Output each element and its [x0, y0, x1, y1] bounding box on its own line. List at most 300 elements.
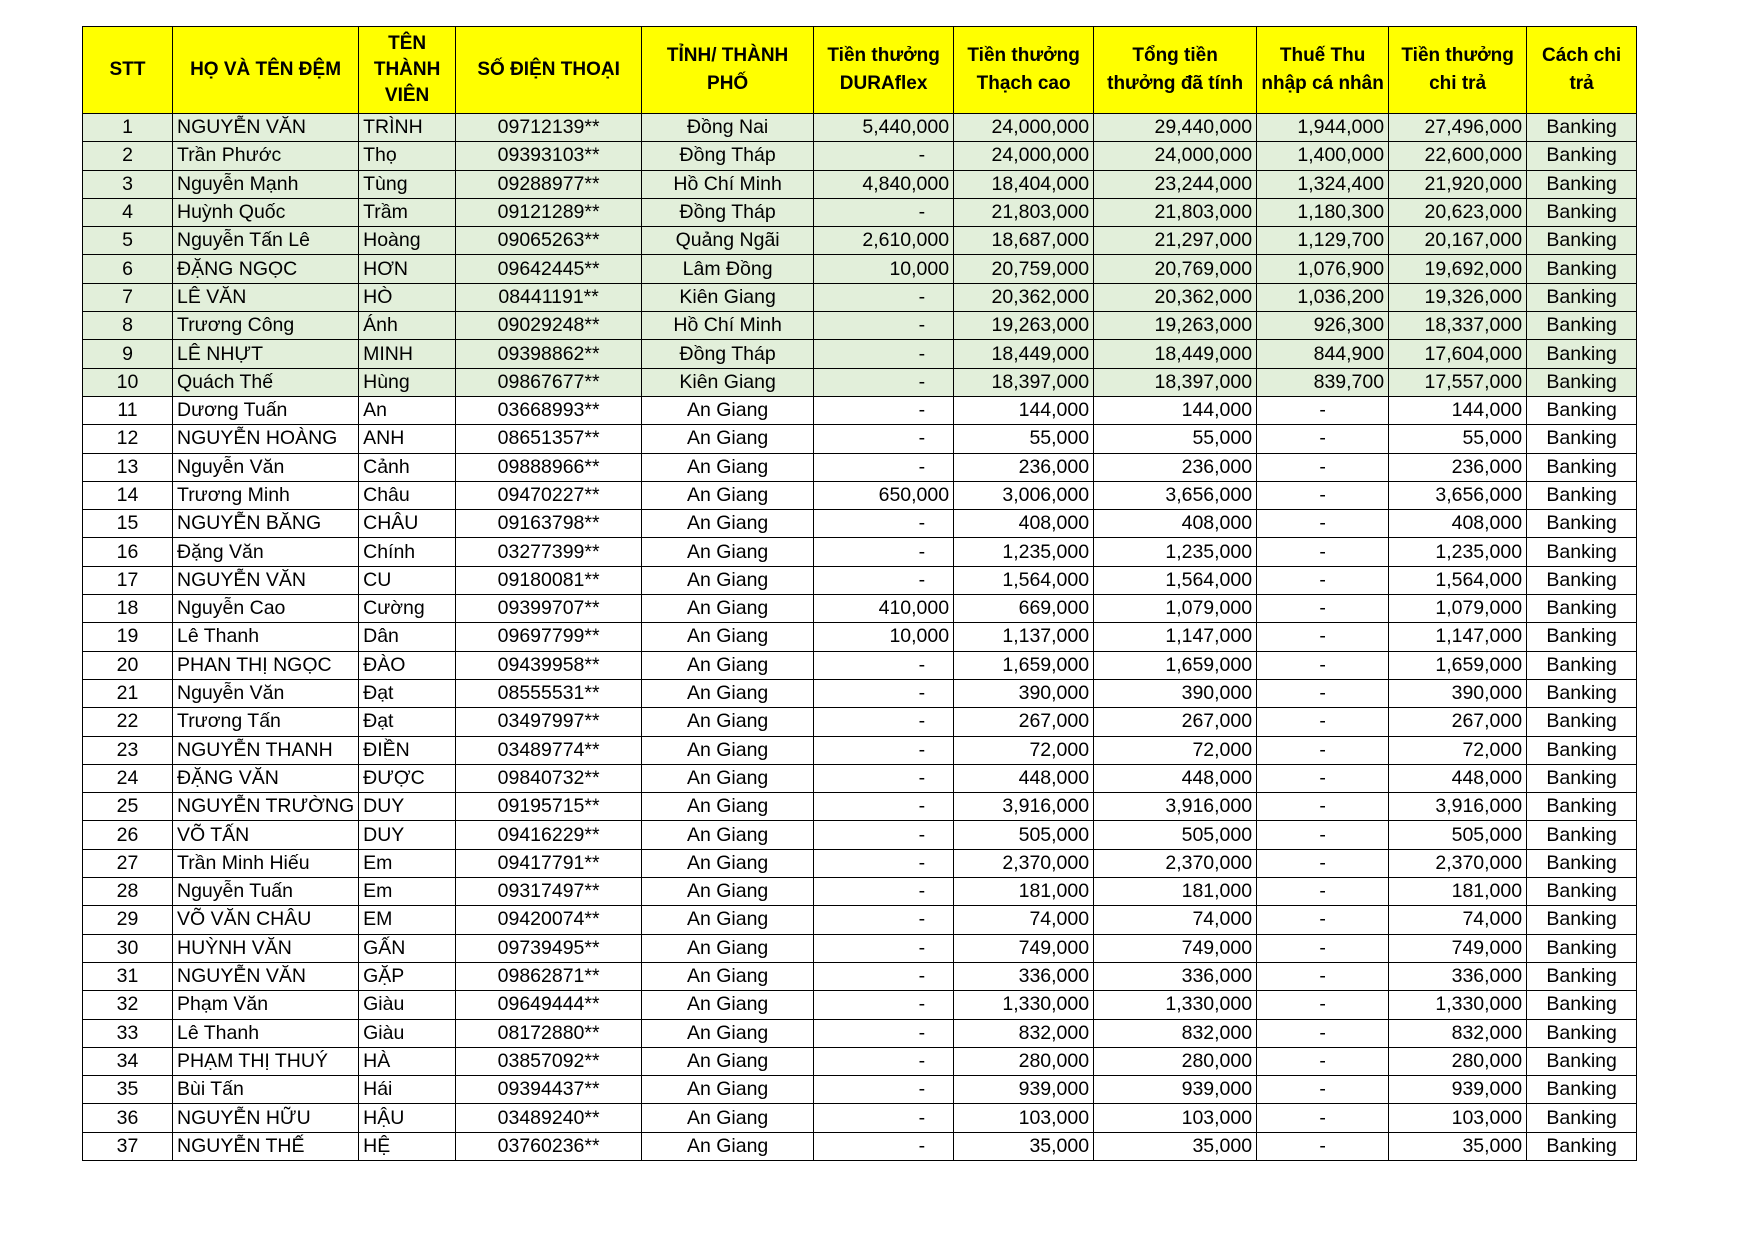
table-row — [83, 255, 1637, 283]
duraflex-cell: 410,000 — [814, 595, 954, 623]
thach-cao-cell: 1,137,000 — [954, 623, 1094, 651]
chi-tra-cell: 505,000 — [1389, 821, 1527, 849]
ten-thanh-vien-cell: Trầm — [359, 198, 456, 226]
table-row — [83, 708, 1637, 736]
thue-cell: - — [1257, 538, 1389, 566]
table-row — [83, 651, 1637, 679]
table-row — [83, 764, 1637, 792]
thue-cell: - — [1257, 425, 1389, 453]
stt-cell: 19 — [83, 623, 173, 651]
tinh-thanh-pho-cell: An Giang — [642, 425, 814, 453]
ho-ten-dem-cell: Trần Phước — [173, 142, 359, 170]
tinh-thanh-pho-cell: Hồ Chí Minh — [642, 312, 814, 340]
ho-ten-dem-cell: NGUYỄN VĂN — [173, 962, 359, 990]
so-dien-thoai-cell: 09439958** — [456, 651, 642, 679]
thue-cell: - — [1257, 764, 1389, 792]
thach-cao-cell: 280,000 — [954, 1047, 1094, 1075]
ho-ten-dem-cell: Đặng Văn — [173, 538, 359, 566]
tong-tien-cell: 21,803,000 — [1094, 198, 1257, 226]
tong-tien-cell: 74,000 — [1094, 906, 1257, 934]
duraflex-cell: - — [814, 312, 954, 340]
cach-chi-tra-cell: Banking — [1527, 679, 1637, 707]
tinh-thanh-pho-cell: An Giang — [642, 962, 814, 990]
ho-ten-dem-cell: ĐẶNG VĂN — [173, 764, 359, 792]
ho-ten-dem-cell: Trương Minh — [173, 481, 359, 509]
duraflex-cell: 5,440,000 — [814, 114, 954, 142]
cach-chi-tra-cell: Banking — [1527, 764, 1637, 792]
ten-thanh-vien-cell: Châu — [359, 481, 456, 509]
thach-cao-cell: 669,000 — [954, 595, 1094, 623]
so-dien-thoai-cell: 09288977** — [456, 170, 642, 198]
tong-tien-cell: 505,000 — [1094, 821, 1257, 849]
tong-tien-cell: 144,000 — [1094, 396, 1257, 424]
stt-cell: 3 — [83, 170, 173, 198]
stt-cell: 8 — [83, 312, 173, 340]
chi-tra-cell: 18,337,000 — [1389, 312, 1527, 340]
tinh-thanh-pho-cell: An Giang — [642, 510, 814, 538]
stt-cell: 34 — [83, 1047, 173, 1075]
so-dien-thoai-cell: 09398862** — [456, 340, 642, 368]
ho-ten-dem-cell: Nguyễn Tuấn — [173, 878, 359, 906]
tinh-thanh-pho-cell: An Giang — [642, 708, 814, 736]
thue-cell: 1,324,400 — [1257, 170, 1389, 198]
table-row — [83, 1047, 1637, 1075]
chi-tra-cell: 1,564,000 — [1389, 566, 1527, 594]
so-dien-thoai-cell: 03668993** — [456, 396, 642, 424]
ho-ten-dem-cell: VÕ TẤN — [173, 821, 359, 849]
stt-cell: 37 — [83, 1132, 173, 1160]
cach-chi-tra-cell: Banking — [1527, 651, 1637, 679]
chi-tra-cell: 20,623,000 — [1389, 198, 1527, 226]
ho-ten-dem-cell: LÊ NHỰT — [173, 340, 359, 368]
ho-ten-dem-cell: NGUYỄN TRƯỜNG — [173, 793, 359, 821]
tinh-thanh-pho-cell: Đồng Tháp — [642, 198, 814, 226]
so-dien-thoai-cell: 09840732** — [456, 764, 642, 792]
stt-cell: 22 — [83, 708, 173, 736]
cach-chi-tra-cell: Banking — [1527, 283, 1637, 311]
cach-chi-tra-cell: Banking — [1527, 425, 1637, 453]
cach-chi-tra-cell: Banking — [1527, 623, 1637, 651]
tong-tien-cell: 18,397,000 — [1094, 368, 1257, 396]
duraflex-cell: - — [814, 142, 954, 170]
stt-cell: 1 — [83, 114, 173, 142]
tong-tien-cell: 20,362,000 — [1094, 283, 1257, 311]
cach-chi-tra-cell: Banking — [1527, 114, 1637, 142]
stt-cell: 12 — [83, 425, 173, 453]
ten-thanh-vien-cell: ĐIỀN — [359, 736, 456, 764]
tong-tien-cell: 1,564,000 — [1094, 566, 1257, 594]
chi-tra-cell: 19,692,000 — [1389, 255, 1527, 283]
cach-chi-tra-cell: Banking — [1527, 142, 1637, 170]
thue-cell: - — [1257, 396, 1389, 424]
tong-tien-cell: 267,000 — [1094, 708, 1257, 736]
cach-chi-tra-cell: Banking — [1527, 1132, 1637, 1160]
table-row — [83, 453, 1637, 481]
tong-tien-cell: 280,000 — [1094, 1047, 1257, 1075]
ho-ten-dem-cell: NGUYỄN BĂNG — [173, 510, 359, 538]
chi-tra-cell: 21,920,000 — [1389, 170, 1527, 198]
tong-tien-cell: 18,449,000 — [1094, 340, 1257, 368]
ten-thanh-vien-cell: HƠN — [359, 255, 456, 283]
thue-cell: - — [1257, 991, 1389, 1019]
ho-ten-dem-cell: NGUYỄN VĂN — [173, 114, 359, 142]
ho-ten-dem-cell: Phạm Văn — [173, 991, 359, 1019]
thue-cell: 839,700 — [1257, 368, 1389, 396]
chi-tra-cell: 939,000 — [1389, 1076, 1527, 1104]
table-row — [83, 736, 1637, 764]
stt-cell: 4 — [83, 198, 173, 226]
thach-cao-cell: 18,404,000 — [954, 170, 1094, 198]
so-dien-thoai-cell: 09888966** — [456, 453, 642, 481]
cach-chi-tra-cell: Banking — [1527, 1047, 1637, 1075]
thach-cao-cell: 181,000 — [954, 878, 1094, 906]
thach-cao-cell: 236,000 — [954, 453, 1094, 481]
bonus-payment-table — [82, 26, 1637, 1161]
table-row — [83, 283, 1637, 311]
stt-cell: 26 — [83, 821, 173, 849]
thach-cao-cell: 267,000 — [954, 708, 1094, 736]
cach-chi-tra-cell: Banking — [1527, 962, 1637, 990]
ten-thanh-vien-cell: Ánh — [359, 312, 456, 340]
tong-tien-cell: 939,000 — [1094, 1076, 1257, 1104]
thue-cell: 1,076,900 — [1257, 255, 1389, 283]
so-dien-thoai-cell: 03489774** — [456, 736, 642, 764]
duraflex-cell: 4,840,000 — [814, 170, 954, 198]
chi-tra-cell: 448,000 — [1389, 764, 1527, 792]
cach-chi-tra-cell: Banking — [1527, 396, 1637, 424]
ten-thanh-vien-cell: EM — [359, 906, 456, 934]
ho-ten-dem-cell: NGUYỄN THẾ — [173, 1132, 359, 1160]
tinh-thanh-pho-cell: An Giang — [642, 934, 814, 962]
duraflex-cell: - — [814, 453, 954, 481]
table-row — [83, 340, 1637, 368]
stt-cell: 15 — [83, 510, 173, 538]
table-row — [83, 906, 1637, 934]
thach-cao-cell: 72,000 — [954, 736, 1094, 764]
so-dien-thoai-cell: 09697799** — [456, 623, 642, 651]
tong-tien-cell: 448,000 — [1094, 764, 1257, 792]
ten-thanh-vien-cell: Thọ — [359, 142, 456, 170]
tong-tien-cell: 19,263,000 — [1094, 312, 1257, 340]
thach-cao-cell: 19,263,000 — [954, 312, 1094, 340]
tong-tien-cell: 103,000 — [1094, 1104, 1257, 1132]
cach-chi-tra-cell: Banking — [1527, 1019, 1637, 1047]
thach-cao-cell: 24,000,000 — [954, 114, 1094, 142]
header-tien-thuong-chi-tra: Tiền thưởng chi trả — [1389, 27, 1527, 114]
ten-thanh-vien-cell: HẬU — [359, 1104, 456, 1132]
cach-chi-tra-cell: Banking — [1527, 1076, 1637, 1104]
so-dien-thoai-cell: 09399707** — [456, 595, 642, 623]
ten-thanh-vien-cell: Dân — [359, 623, 456, 651]
so-dien-thoai-cell: 09867677** — [456, 368, 642, 396]
chi-tra-cell: 181,000 — [1389, 878, 1527, 906]
chi-tra-cell: 408,000 — [1389, 510, 1527, 538]
thue-cell: - — [1257, 1076, 1389, 1104]
chi-tra-cell: 267,000 — [1389, 708, 1527, 736]
chi-tra-cell: 3,656,000 — [1389, 481, 1527, 509]
ho-ten-dem-cell: Nguyễn Văn — [173, 679, 359, 707]
ten-thanh-vien-cell: Giàu — [359, 1019, 456, 1047]
table-row — [83, 849, 1637, 877]
duraflex-cell: - — [814, 1132, 954, 1160]
tong-tien-cell: 1,235,000 — [1094, 538, 1257, 566]
table-row — [83, 538, 1637, 566]
so-dien-thoai-cell: 09121289** — [456, 198, 642, 226]
duraflex-cell: - — [814, 425, 954, 453]
chi-tra-cell: 55,000 — [1389, 425, 1527, 453]
so-dien-thoai-cell: 09065263** — [456, 227, 642, 255]
stt-cell: 35 — [83, 1076, 173, 1104]
stt-cell: 31 — [83, 962, 173, 990]
thach-cao-cell: 390,000 — [954, 679, 1094, 707]
thue-cell: - — [1257, 1132, 1389, 1160]
header-ten-thanh-vien: TÊN THÀNH VIÊN — [359, 27, 456, 114]
tong-tien-cell: 35,000 — [1094, 1132, 1257, 1160]
ho-ten-dem-cell: HUỲNH VĂN — [173, 934, 359, 962]
ho-ten-dem-cell: Nguyễn Cao — [173, 595, 359, 623]
stt-cell: 11 — [83, 396, 173, 424]
ten-thanh-vien-cell: CU — [359, 566, 456, 594]
duraflex-cell: 10,000 — [814, 255, 954, 283]
ten-thanh-vien-cell: Em — [359, 878, 456, 906]
thach-cao-cell: 103,000 — [954, 1104, 1094, 1132]
table-row — [83, 396, 1637, 424]
so-dien-thoai-cell: 03277399** — [456, 538, 642, 566]
stt-cell: 28 — [83, 878, 173, 906]
so-dien-thoai-cell: 09416229** — [456, 821, 642, 849]
duraflex-cell: - — [814, 510, 954, 538]
duraflex-cell: - — [814, 991, 954, 1019]
thue-cell: - — [1257, 878, 1389, 906]
table-row — [83, 510, 1637, 538]
thach-cao-cell: 408,000 — [954, 510, 1094, 538]
cach-chi-tra-cell: Banking — [1527, 793, 1637, 821]
ten-thanh-vien-cell: Tùng — [359, 170, 456, 198]
tinh-thanh-pho-cell: Kiên Giang — [642, 283, 814, 311]
cach-chi-tra-cell: Banking — [1527, 198, 1637, 226]
table-row — [83, 991, 1637, 1019]
table-row — [83, 1104, 1637, 1132]
tong-tien-cell: 749,000 — [1094, 934, 1257, 962]
duraflex-cell: - — [814, 878, 954, 906]
tong-tien-cell: 1,659,000 — [1094, 651, 1257, 679]
tong-tien-cell: 390,000 — [1094, 679, 1257, 707]
ten-thanh-vien-cell: TRÌNH — [359, 114, 456, 142]
thue-cell: - — [1257, 962, 1389, 990]
duraflex-cell: - — [814, 396, 954, 424]
cach-chi-tra-cell: Banking — [1527, 906, 1637, 934]
stt-cell: 29 — [83, 906, 173, 934]
thue-cell: - — [1257, 595, 1389, 623]
thue-cell: - — [1257, 1019, 1389, 1047]
chi-tra-cell: 19,326,000 — [1389, 283, 1527, 311]
tinh-thanh-pho-cell: An Giang — [642, 991, 814, 1019]
tong-tien-cell: 1,079,000 — [1094, 595, 1257, 623]
so-dien-thoai-cell: 09712139** — [456, 114, 642, 142]
tong-tien-cell: 24,000,000 — [1094, 142, 1257, 170]
tinh-thanh-pho-cell: An Giang — [642, 481, 814, 509]
tinh-thanh-pho-cell: Đồng Tháp — [642, 142, 814, 170]
chi-tra-cell: 832,000 — [1389, 1019, 1527, 1047]
tong-tien-cell: 1,330,000 — [1094, 991, 1257, 1019]
so-dien-thoai-cell: 03760236** — [456, 1132, 642, 1160]
thach-cao-cell: 3,916,000 — [954, 793, 1094, 821]
thue-cell: - — [1257, 736, 1389, 764]
tinh-thanh-pho-cell: An Giang — [642, 849, 814, 877]
ho-ten-dem-cell: NGUYỄN HỮU — [173, 1104, 359, 1132]
header-tien-thuong-thach-cao: Tiền thưởng Thạch cao — [954, 27, 1094, 114]
thue-cell: 844,900 — [1257, 340, 1389, 368]
cach-chi-tra-cell: Banking — [1527, 481, 1637, 509]
table-row — [83, 114, 1637, 142]
table-row — [83, 566, 1637, 594]
stt-cell: 24 — [83, 764, 173, 792]
cach-chi-tra-cell: Banking — [1527, 736, 1637, 764]
table-row — [83, 312, 1637, 340]
tinh-thanh-pho-cell: An Giang — [642, 1104, 814, 1132]
thach-cao-cell: 1,235,000 — [954, 538, 1094, 566]
table-row — [83, 368, 1637, 396]
ho-ten-dem-cell: NGUYỄN HOÀNG — [173, 425, 359, 453]
chi-tra-cell: 1,330,000 — [1389, 991, 1527, 1019]
thach-cao-cell: 35,000 — [954, 1132, 1094, 1160]
ten-thanh-vien-cell: Cường — [359, 595, 456, 623]
ho-ten-dem-cell: Trương Công — [173, 312, 359, 340]
stt-cell: 6 — [83, 255, 173, 283]
chi-tra-cell: 17,604,000 — [1389, 340, 1527, 368]
table-row — [83, 934, 1637, 962]
tinh-thanh-pho-cell: An Giang — [642, 1076, 814, 1104]
thach-cao-cell: 24,000,000 — [954, 142, 1094, 170]
ten-thanh-vien-cell: HÀ — [359, 1047, 456, 1075]
tong-tien-cell: 181,000 — [1094, 878, 1257, 906]
ten-thanh-vien-cell: Cảnh — [359, 453, 456, 481]
chi-tra-cell: 35,000 — [1389, 1132, 1527, 1160]
duraflex-cell: - — [814, 538, 954, 566]
duraflex-cell: - — [814, 906, 954, 934]
ho-ten-dem-cell: Trần Minh Hiếu — [173, 849, 359, 877]
tinh-thanh-pho-cell: An Giang — [642, 396, 814, 424]
ten-thanh-vien-cell: Em — [359, 849, 456, 877]
duraflex-cell: - — [814, 198, 954, 226]
so-dien-thoai-cell: 09029248** — [456, 312, 642, 340]
tong-tien-cell: 29,440,000 — [1094, 114, 1257, 142]
ten-thanh-vien-cell: ĐƯỢC — [359, 764, 456, 792]
thach-cao-cell: 144,000 — [954, 396, 1094, 424]
table-row — [83, 425, 1637, 453]
header-so-dien-thoai: SỐ ĐIỆN THOẠI — [456, 27, 642, 114]
so-dien-thoai-cell: 08441191** — [456, 283, 642, 311]
duraflex-cell: - — [814, 1076, 954, 1104]
tinh-thanh-pho-cell: An Giang — [642, 821, 814, 849]
tong-tien-cell: 3,656,000 — [1094, 481, 1257, 509]
stt-cell: 9 — [83, 340, 173, 368]
thach-cao-cell: 20,759,000 — [954, 255, 1094, 283]
cach-chi-tra-cell: Banking — [1527, 934, 1637, 962]
duraflex-cell: - — [814, 679, 954, 707]
cach-chi-tra-cell: Banking — [1527, 227, 1637, 255]
table-row — [83, 878, 1637, 906]
ho-ten-dem-cell: Lê Thanh — [173, 623, 359, 651]
cach-chi-tra-cell: Banking — [1527, 453, 1637, 481]
chi-tra-cell: 72,000 — [1389, 736, 1527, 764]
chi-tra-cell: 1,147,000 — [1389, 623, 1527, 651]
tong-tien-cell: 408,000 — [1094, 510, 1257, 538]
chi-tra-cell: 749,000 — [1389, 934, 1527, 962]
duraflex-cell: - — [814, 962, 954, 990]
stt-cell: 16 — [83, 538, 173, 566]
ten-thanh-vien-cell: ANH — [359, 425, 456, 453]
tong-tien-cell: 55,000 — [1094, 425, 1257, 453]
thach-cao-cell: 939,000 — [954, 1076, 1094, 1104]
cach-chi-tra-cell: Banking — [1527, 566, 1637, 594]
chi-tra-cell: 74,000 — [1389, 906, 1527, 934]
so-dien-thoai-cell: 09739495** — [456, 934, 642, 962]
cach-chi-tra-cell: Banking — [1527, 595, 1637, 623]
chi-tra-cell: 27,496,000 — [1389, 114, 1527, 142]
thue-cell: - — [1257, 708, 1389, 736]
thach-cao-cell: 2,370,000 — [954, 849, 1094, 877]
chi-tra-cell: 20,167,000 — [1389, 227, 1527, 255]
thue-cell: - — [1257, 906, 1389, 934]
duraflex-cell: - — [814, 849, 954, 877]
tinh-thanh-pho-cell: An Giang — [642, 538, 814, 566]
chi-tra-cell: 17,557,000 — [1389, 368, 1527, 396]
thue-cell: - — [1257, 481, 1389, 509]
cach-chi-tra-cell: Banking — [1527, 849, 1637, 877]
duraflex-cell: - — [814, 764, 954, 792]
header-tien-thuong-duraflex: Tiền thưởng DURAflex — [814, 27, 954, 114]
chi-tra-cell: 144,000 — [1389, 396, 1527, 424]
tinh-thanh-pho-cell: Lâm Đồng — [642, 255, 814, 283]
duraflex-cell: - — [814, 368, 954, 396]
ten-thanh-vien-cell: DUY — [359, 821, 456, 849]
ten-thanh-vien-cell: Giàu — [359, 991, 456, 1019]
cach-chi-tra-cell: Banking — [1527, 312, 1637, 340]
ho-ten-dem-cell: Nguyễn Tấn Lê — [173, 227, 359, 255]
thue-cell: - — [1257, 453, 1389, 481]
stt-cell: 25 — [83, 793, 173, 821]
ho-ten-dem-cell: Lê Thanh — [173, 1019, 359, 1047]
header-tong-tien-thuong: Tổng tiền thưởng đã tính — [1094, 27, 1257, 114]
so-dien-thoai-cell: 09394437** — [456, 1076, 642, 1104]
stt-cell: 18 — [83, 595, 173, 623]
ho-ten-dem-cell: Bùi Tấn — [173, 1076, 359, 1104]
ho-ten-dem-cell: Nguyễn Mạnh — [173, 170, 359, 198]
tong-tien-cell: 336,000 — [1094, 962, 1257, 990]
cach-chi-tra-cell: Banking — [1527, 255, 1637, 283]
duraflex-cell: - — [814, 821, 954, 849]
ten-thanh-vien-cell: Hùng — [359, 368, 456, 396]
ten-thanh-vien-cell: Hái — [359, 1076, 456, 1104]
ho-ten-dem-cell: Dương Tuấn — [173, 396, 359, 424]
stt-cell: 27 — [83, 849, 173, 877]
table-body — [83, 114, 1637, 1161]
thach-cao-cell: 18,449,000 — [954, 340, 1094, 368]
stt-cell: 2 — [83, 142, 173, 170]
table-row — [83, 793, 1637, 821]
stt-cell: 17 — [83, 566, 173, 594]
stt-cell: 32 — [83, 991, 173, 1019]
stt-cell: 5 — [83, 227, 173, 255]
so-dien-thoai-cell: 09420074** — [456, 906, 642, 934]
ten-thanh-vien-cell: DUY — [359, 793, 456, 821]
thach-cao-cell: 20,362,000 — [954, 283, 1094, 311]
so-dien-thoai-cell: 09163798** — [456, 510, 642, 538]
so-dien-thoai-cell: 08172880** — [456, 1019, 642, 1047]
thue-cell: 1,129,700 — [1257, 227, 1389, 255]
ten-thanh-vien-cell: GẤN — [359, 934, 456, 962]
